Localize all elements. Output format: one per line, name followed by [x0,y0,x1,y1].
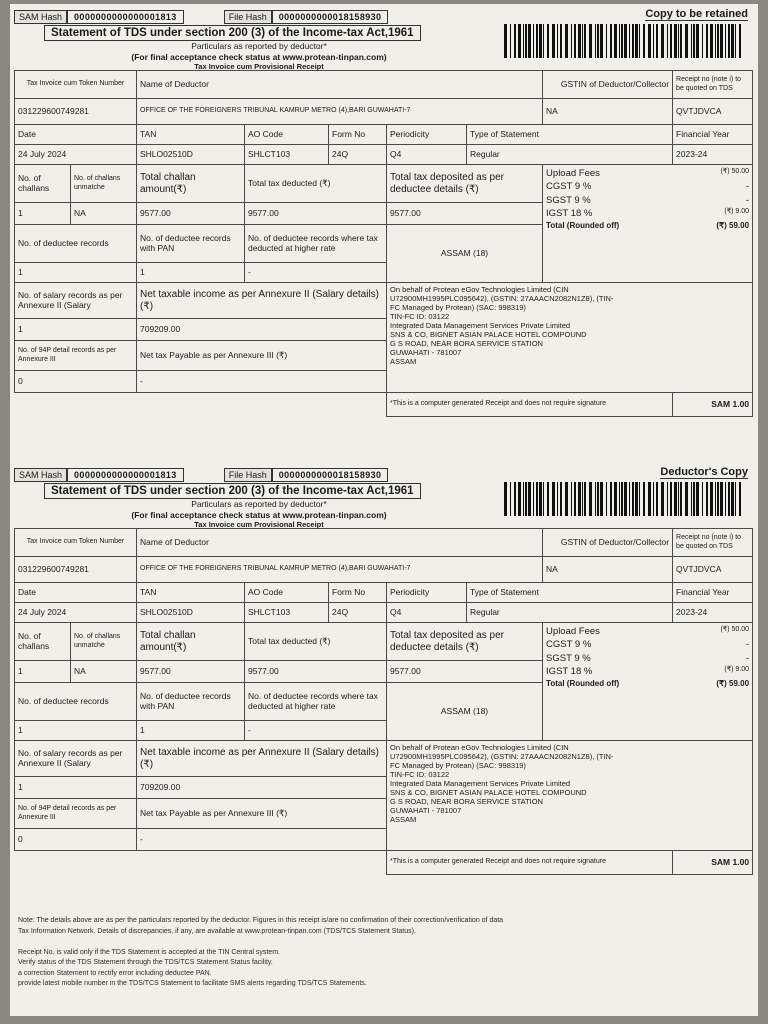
igst-value: (₹) 9.00 [724,207,750,215]
form94p-label: No. of 94P detail records as per Annexure III [15,799,137,829]
receipt-label: Receipt no (note i) to be quoted on TDS [673,529,753,557]
sam-hash-label: SAM Hash [14,10,67,24]
ao-code-value: SHLCT103 [245,145,329,165]
challans-unmatched-value: NA [71,661,137,683]
address-line: ASSAM [390,815,417,824]
footer-notes [18,916,738,990]
date-label: Date [15,125,137,145]
financial-year-label: Financial Year [673,583,753,603]
hash-bar [14,468,388,482]
deductee-records-label: No. of deductee records [15,683,137,721]
deductor-name-value: OFFICE OF THE FOREIGNERS TRIBUNAL KAMRUP METRO (4),BARI GUWAHATI-7 [137,557,543,583]
igst-label: IGST 18 % [546,665,593,677]
challans-value: 1 [15,661,71,683]
salary-records-value: 1 [15,777,137,799]
address-line: G S ROAD, NEAR BORA SERVICE STATION [390,797,543,806]
total-fees-value: (₹) 59.00 [716,679,750,689]
challans-value: 1 [15,203,71,225]
deductee-higher-value: - [245,263,387,283]
copy-label: Deductor's Copy [660,466,748,478]
hash-bar [14,10,388,24]
receipt-copy-retained [14,6,752,456]
copy-label: Copy to be retained [645,8,748,20]
file-hash-label: File Hash [224,10,272,24]
note-line: Note: The details above are as per the particulars reported by the deductor. Figures in this receipt is/are no confirmation of their correction/verification of data [18,917,504,924]
financial-year-value: 2023-24 [673,145,753,165]
address-line: On behalf of Protean eGov Technologies Limited (CIN [390,743,569,752]
deductee-pan-label: No. of deductee records with PAN [137,683,245,721]
receipt-header [14,464,752,528]
form-no-value: 24Q [329,603,387,623]
total-tax-deducted-label: Total tax deducted (₹) [245,165,387,203]
deductee-higher-label: No. of deductee records where tax deducted at higher rate [245,683,387,721]
note-line: a correction Statement to rectify error including deductee PAN. [18,969,212,977]
periodicity-label: Periodicity [387,583,467,603]
total-challan-label: Total challan amount(₹) [137,165,245,203]
state-code: ASSAM (18) [387,225,543,283]
sgst-value: - [745,652,750,664]
address-line: ASSAM [390,357,417,366]
address-line: TIN-FC ID: 03122 [390,770,450,779]
total-tax-deducted-value: 9577.00 [245,203,387,225]
upload-fees-value: (₹) 50.00 [720,168,750,175]
ao-code-value: SHLCT103 [245,603,329,623]
challans-unmatched-label: No. of challans unmatche [71,623,137,661]
total-tax-deposited-value: 9577.00 [387,203,543,225]
particulars-note: Particulars as reported by deductor* [191,41,327,51]
address-line: FC Managed by Protean) (SAC: 998319) [390,303,526,312]
total-tax-deducted-value: 9577.00 [245,661,387,683]
token-label: Tax Invoice cum Token Number [15,71,137,99]
address-line: Integrated Data Management Services Private Limited [390,779,571,788]
deductor-name-label: Name of Deductor [137,71,543,99]
statement-type-value: Regular [467,603,673,623]
receipt-label: Receipt no (note i) to be quoted on TDS [673,71,753,99]
total-challan-value: 9577.00 [137,203,245,225]
date-value: 24 July 2024 [15,145,137,165]
fees-box [543,165,753,283]
protean-address [387,741,753,851]
ao-code-label: AO Code [245,125,329,145]
receipt-value: QVTJDVCA [673,99,753,125]
deductee-records-value: 1 [15,263,137,283]
challans-label: No. of challans [15,623,71,661]
challans-label: No. of challans [15,165,71,203]
sgst-label: SGST 9 % [546,194,591,206]
date-label: Date [15,583,137,603]
sgst-label: SGST 9 % [546,652,591,664]
deductee-records-label: No. of deductee records [15,225,137,263]
token-value: 031229600749281 [15,99,137,125]
deductee-pan-label: No. of deductee records with PAN [137,225,245,263]
form94p-value: 0 [15,371,137,393]
address-line: TIN-FC ID: 03122 [390,312,450,321]
address-line: On behalf of Protean eGov Technologies Limited (CIN [390,285,569,294]
note-line [18,937,738,948]
sam-hash-value: 0000000000000001813 [67,10,184,24]
barcode-image [504,24,744,58]
acceptance-note: (For final acceptance check status at www.protean-tinpan.com) [131,510,387,520]
deductee-records-value: 1 [15,721,137,741]
invoice-caption: Tax Invoice cum Provisional Receipt [194,520,324,529]
receipt-value: QVTJDVCA [673,557,753,583]
periodicity-value: Q4 [387,145,467,165]
total-tax-deposited-label: Total tax deposited as per deductee details (₹) [387,165,543,203]
address-line: Integrated Data Management Services Private Limited [390,321,571,330]
sam-hash-value: 0000000000000001813 [67,468,184,482]
net-taxable-value: 709209.00 [137,319,387,341]
file-hash-label: File Hash [224,468,272,482]
sam-value: SAM 1.00 [673,851,753,875]
salary-records-value: 1 [15,319,137,341]
address-line: FC Managed by Protean) (SAC: 998319) [390,761,526,770]
net-taxable-label: Net taxable income as per Annexure II (Salary details)(₹) [137,283,387,319]
upload-fees-label: Upload Fees [546,168,600,179]
total-fees-value: (₹) 59.00 [716,221,750,231]
barcode-image [504,482,744,516]
deductee-pan-value: 1 [137,263,245,283]
token-value: 031229600749281 [15,557,137,583]
gstin-value: NA [543,99,673,125]
address-line: G S ROAD, NEAR BORA SERVICE STATION [390,339,543,348]
form94p-label: No. of 94P detail records as per Annexure III [15,341,137,371]
tan-value: SHLO02510D [137,603,245,623]
net-payable-value: - [137,829,387,851]
form94p-value: 0 [15,829,137,851]
form-no-label: Form No [329,125,387,145]
statement-type-label: Type of Statement [467,583,673,603]
net-payable-label: Net tax Payable as per Annexure III (₹) [137,341,387,371]
sam-hash-label: SAM Hash [14,468,67,482]
net-taxable-value: 709209.00 [137,777,387,799]
statement-type-label: Type of Statement [467,125,673,145]
total-tax-deposited-label: Total tax deposited as per deductee details (₹) [387,623,543,661]
note-line: provide latest mobile number in the TDS/TCS Statement to facilitate SMS alerts regarding TDS/TCS Statements. [18,980,367,987]
total-fees-label: Total (Rounded off) [546,679,620,689]
challans-unmatched-label: No. of challans unmatche [71,165,137,203]
invoice-caption: Tax Invoice cum Provisional Receipt [194,62,324,71]
cgst-label: CGST 9 % [546,639,592,651]
address-line: GUWAHATI - 781007 [390,806,462,815]
salary-records-label: No. of salary records as per Annexure II (Salary [15,741,137,777]
statement-type-value: Regular [467,145,673,165]
upload-fees-label: Upload Fees [546,626,600,637]
protean-address [387,283,753,393]
address-line: SNS & CO, BIGNET ASIAN PALACE HOTEL COMPOUND [390,788,587,797]
computer-generated-note: *This is a computer generated Receipt and does not require signature [387,393,673,417]
note-line: Verify status of the TDS Statement through the TDS/TCS Statement Status facility. [18,959,273,966]
gstin-value: NA [543,557,673,583]
form-no-value: 24Q [329,145,387,165]
gstin-label: GSTIN of Deductor/Collector [543,71,673,99]
receipt-header [14,6,752,70]
challans-unmatched-value: NA [71,203,137,225]
fees-box [543,623,753,741]
net-payable-label: Net tax Payable as per Annexure III (₹) [137,799,387,829]
deductee-higher-label: No. of deductee records where tax deducted at higher rate [245,225,387,263]
address-line: GUWAHATI - 781007 [390,348,462,357]
address-line: U72900MH1995PLC095642), (GSTIN: 27AAACN2082N1Z8), (TIN- [390,294,614,303]
tan-label: TAN [137,583,245,603]
upload-fees-value: (₹) 50.00 [720,626,750,633]
igst-label: IGST 18 % [546,207,593,219]
statement-title: Statement of TDS under section 200 (3) of the Income-tax Act,1961 [44,25,421,41]
form-no-label: Form No [329,583,387,603]
gstin-label: GSTIN of Deductor/Collector [543,529,673,557]
receipt-table [14,70,753,417]
statement-title: Statement of TDS under section 200 (3) of the Income-tax Act,1961 [44,483,421,499]
tan-label: TAN [137,125,245,145]
receipt-sheet [10,4,758,1016]
date-value: 24 July 2024 [15,603,137,623]
cgst-value: - [745,639,750,651]
file-hash-value: 0000000000018158930 [272,468,389,482]
sgst-value: - [745,194,750,206]
receipt-table [14,528,753,875]
ao-code-label: AO Code [245,583,329,603]
total-tax-deposited-value: 9577.00 [387,661,543,683]
state-code: ASSAM (18) [387,683,543,741]
file-hash-value: 0000000000018158930 [272,10,389,24]
address-line: U72900MH1995PLC095642), (GSTIN: 27AAACN2082N1Z8), (TIN- [390,752,614,761]
periodicity-value: Q4 [387,603,467,623]
acceptance-note: (For final acceptance check status at www.protean-tinpan.com) [131,52,387,62]
deductor-name-value: OFFICE OF THE FOREIGNERS TRIBUNAL KAMRUP METRO (4),BARI GUWAHATI-7 [137,99,543,125]
note-line: Tax Information Network. Details of discrepancies, if any, are available at www.protean-tinpan.com (TDS/TCS Statement Status). [18,927,416,935]
salary-records-label: No. of salary records as per Annexure II (Salary [15,283,137,319]
tan-value: SHLO02510D [137,145,245,165]
particulars-note: Particulars as reported by deductor* [191,499,327,509]
financial-year-label: Financial Year [673,125,753,145]
total-challan-value: 9577.00 [137,661,245,683]
igst-value: (₹) 9.00 [724,665,750,673]
address-line: SNS & CO, BIGNET ASIAN PALACE HOTEL COMPOUND [390,330,587,339]
deductor-name-label: Name of Deductor [137,529,543,557]
cgst-value: - [745,181,750,193]
deductee-pan-value: 1 [137,721,245,741]
net-payable-value: - [137,371,387,393]
net-taxable-label: Net taxable income as per Annexure II (Salary details)(₹) [137,741,387,777]
periodicity-label: Periodicity [387,125,467,145]
total-challan-label: Total challan amount(₹) [137,623,245,661]
token-label: Tax Invoice cum Token Number [15,529,137,557]
computer-generated-note: *This is a computer generated Receipt and does not require signature [387,851,673,875]
sam-value: SAM 1.00 [673,393,753,417]
note-line: Receipt No. is valid only if the TDS Statement is accepted at the TIN Central system. [18,948,280,956]
total-tax-deducted-label: Total tax deducted (₹) [245,623,387,661]
cgst-label: CGST 9 % [546,181,592,193]
deductee-higher-value: - [245,721,387,741]
financial-year-value: 2023-24 [673,603,753,623]
receipt-copy-deductor [14,464,752,904]
total-fees-label: Total (Rounded off) [546,221,620,231]
